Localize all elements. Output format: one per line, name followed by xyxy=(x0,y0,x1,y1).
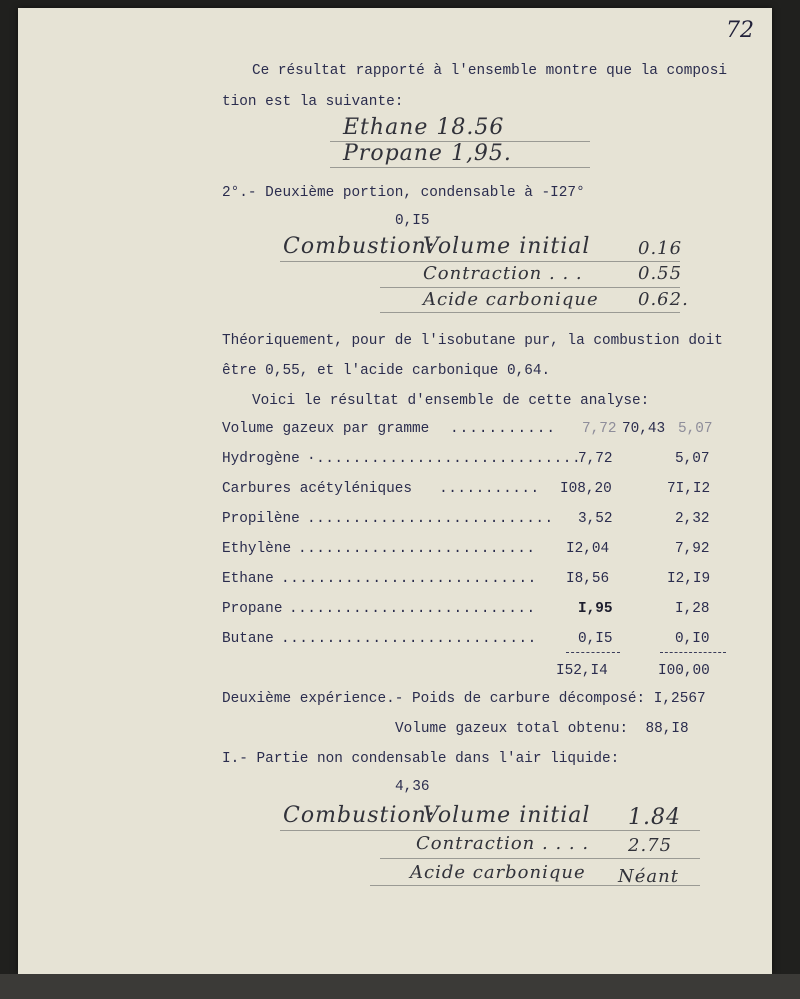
total-divider xyxy=(660,652,726,653)
combustion-row-label: Contraction . . . . xyxy=(416,833,590,854)
combustion-label: Combustion: xyxy=(283,803,436,828)
row-value-b: 7I,I2 xyxy=(667,481,711,497)
row-dots: ........... xyxy=(450,421,556,437)
row-value-c: 5,07 xyxy=(678,421,713,437)
combustion-row-value: 1.84 xyxy=(628,805,681,830)
scan-edge xyxy=(0,974,800,999)
row-name: Butane xyxy=(222,631,274,647)
intro-line-1: Ce résultat rapporté à l'ensemble montre que la composi xyxy=(252,63,727,79)
row-value-a: I8,56 xyxy=(566,571,610,587)
ruled-line xyxy=(330,167,590,168)
row-dots: ............................ xyxy=(281,631,537,647)
handwritten-propane: Propane 1,95. xyxy=(343,141,512,166)
row-name: Carbures acétyléniques xyxy=(222,481,412,497)
total-value-b: I00,00 xyxy=(658,663,710,679)
total-divider xyxy=(566,652,620,653)
row-dots: .......................... xyxy=(298,541,536,557)
row-value-a: I2,04 xyxy=(566,541,610,557)
ruled-line xyxy=(370,885,700,886)
ruled-line xyxy=(380,312,680,313)
combustion-row-label: Acide carbonique xyxy=(423,289,599,310)
ruled-line xyxy=(380,287,680,288)
second-experiment-line-1: Deuxième expérience.- Poids de carbure décomposé: I,2567 xyxy=(222,691,706,707)
row-name: Propilène xyxy=(222,511,300,527)
combustion-row-label: Volume initial xyxy=(423,803,591,828)
row-name: Propane xyxy=(222,601,283,617)
row-value-a: 7,72 xyxy=(582,421,617,437)
row-dots: ........................... xyxy=(307,511,554,527)
row-value-b: I2,I9 xyxy=(667,571,711,587)
row-value-a: I08,20 xyxy=(560,481,612,497)
row-name: Volume gazeux par gramme xyxy=(222,421,430,437)
row-value-b: 0,I0 xyxy=(675,631,710,647)
theory-line-2: être 0,55, et l'acide carbonique 0,64. xyxy=(222,363,551,379)
row-dots: ............................ xyxy=(281,571,537,587)
row-value-b: 70,43 xyxy=(622,421,666,437)
total-value-a: I52,I4 xyxy=(556,663,608,679)
row-value-a: 0,I5 xyxy=(578,631,613,647)
second-portion-heading: 2°.- Deuxième portion, condensable à -I27° xyxy=(222,185,585,201)
row-dots: ·............................. xyxy=(307,451,582,467)
row-value-a: 7,72 xyxy=(578,451,613,467)
theory-line-1: Théoriquement, pour de l'isobutane pur, la combustion doit xyxy=(222,333,723,349)
row-dots: ........................... xyxy=(289,601,536,617)
row-name: Hydrogène xyxy=(222,451,300,467)
row-dots: ........... xyxy=(430,481,540,497)
combustion-row-value: 0.55 xyxy=(638,263,683,284)
second-experiment-line-2: Volume gazeux total obtenu: 88,I8 xyxy=(395,721,689,737)
ruled-line xyxy=(280,830,700,831)
row-value-a: 3,52 xyxy=(578,511,613,527)
row-value-b: 5,07 xyxy=(675,451,710,467)
combustion-row-value: Néant xyxy=(618,866,679,887)
second-experiment-volume: 4,36 xyxy=(395,779,430,795)
ruled-line xyxy=(280,261,680,262)
row-value-a: I,95 xyxy=(578,601,613,617)
row-value-b: I,28 xyxy=(675,601,710,617)
intro-line-2: tion est la suivante: xyxy=(222,94,404,110)
analysis-intro: Voici le résultat d'ensemble de cette analyse: xyxy=(252,393,650,409)
ruled-line xyxy=(380,858,700,859)
combustion-row-label: Volume initial xyxy=(423,234,591,259)
second-portion-volume: 0,I5 xyxy=(395,213,430,229)
combustion-label: Combustion: xyxy=(283,234,436,259)
combustion-row-value: 0.16 xyxy=(638,238,683,259)
combustion-row-value: 2.75 xyxy=(628,835,673,856)
combustion-row-value: 0.62. xyxy=(638,289,689,310)
page-number: 72 xyxy=(726,18,754,43)
row-value-b: 2,32 xyxy=(675,511,710,527)
handwritten-ethane: Ethane 18.56 xyxy=(343,115,505,140)
row-name: Ethane xyxy=(222,571,274,587)
combustion-row-label: Acide carbonique xyxy=(410,862,586,883)
combustion-row-label: Contraction . . . xyxy=(423,263,583,284)
row-value-b: 7,92 xyxy=(675,541,710,557)
row-name: Ethylène xyxy=(222,541,292,557)
second-experiment-line-3: I.- Partie non condensable dans l'air liquide: xyxy=(222,751,620,767)
